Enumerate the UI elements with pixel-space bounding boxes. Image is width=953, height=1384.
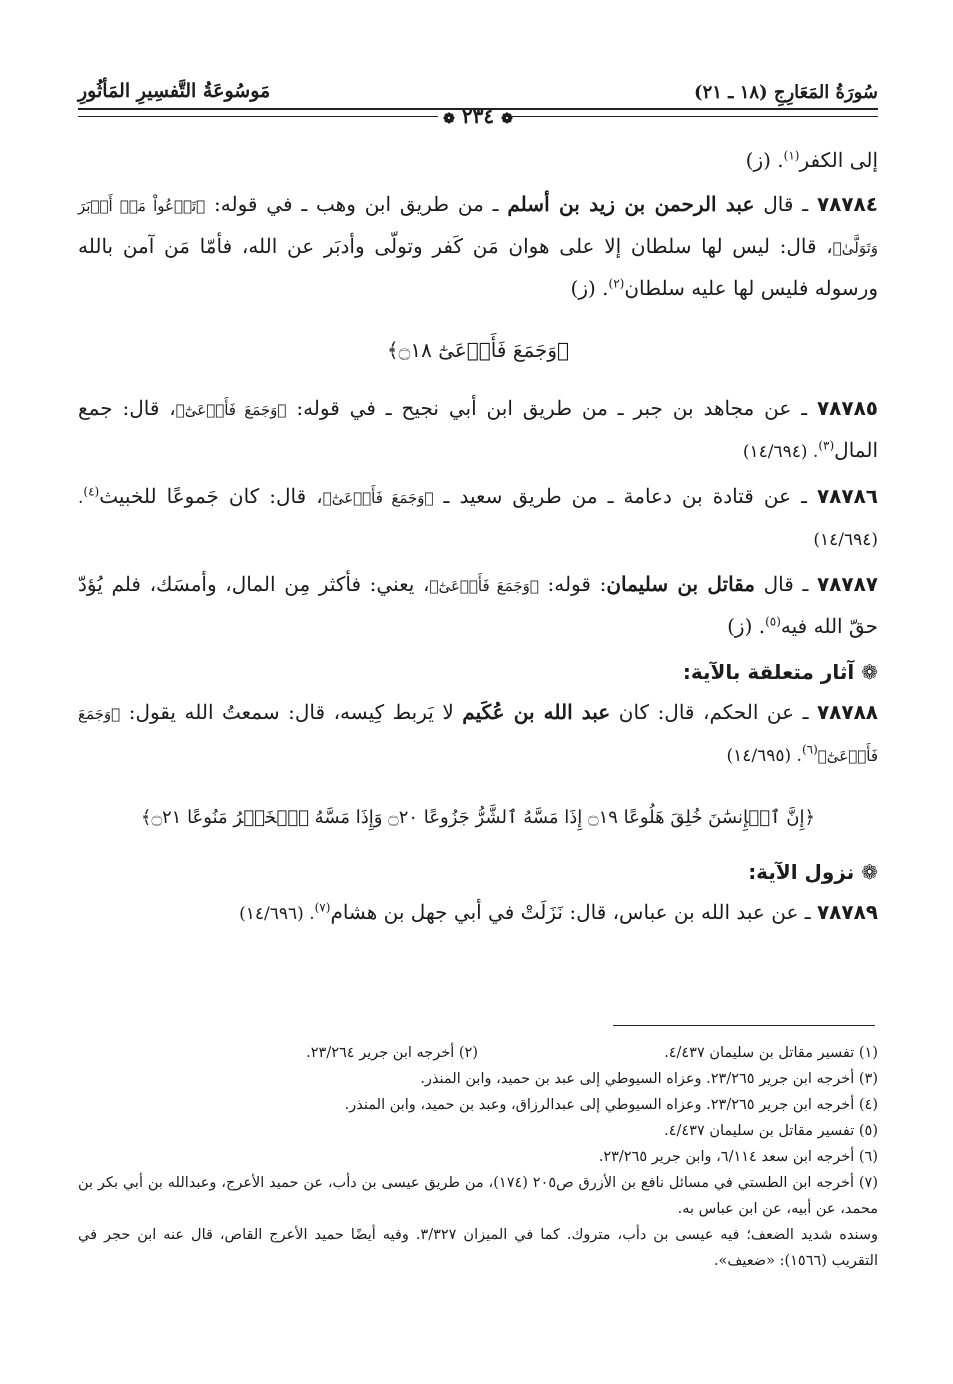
footnote-ref[interactable]: (٤) xyxy=(83,484,100,499)
ornament-icon: ❁ xyxy=(501,111,513,127)
volume-page-ref: . (١٤/٦٩٦) xyxy=(239,904,315,924)
narration-78784 xyxy=(78,184,878,308)
footnote-7: (٧) أخرجه ابن الطستي في مسائل نافع بن الأزرق ص٢٠٥ (١٧٤)، من طريق عيسى بن دأب، عن حميد الأعرج، وعبدالله بن أبي بكر بن محمد، عن أبيه، عن ابن عباس به. xyxy=(78,1175,878,1217)
footnotes xyxy=(78,1040,878,1274)
footnote-ref[interactable]: (٧) xyxy=(314,900,331,915)
book-title: مَوسُوعَةُ التَّفسِيرِ المَأثُورِ xyxy=(78,80,271,102)
footnote-1: (١) تفسير مقاتل بن سليمان ٤/٤٣٧. xyxy=(664,1045,878,1061)
footnote-7-continued: وسنده شديد الضعف؛ فيه عيسى بن دأب، متروك. كما في الميزان ٣/٣٢٧. وفيه أيضًا حميد الأعرج القاص، قال عنه ابن حجر في التقريب (١٥٦٦): «ضعيف». xyxy=(78,1227,878,1269)
source-mark: . (ز) xyxy=(570,276,609,300)
volume-page-ref: . (١٤/٦٩٥) xyxy=(726,746,802,766)
volume-page-ref: . (١٤/٦٩٤) xyxy=(742,442,819,462)
page-number-row xyxy=(78,104,878,128)
text: ، قال: جمع المال xyxy=(78,396,878,462)
footnote-ref[interactable]: (٢) xyxy=(608,276,625,291)
text: ، يعني: فأكثر مِن المال، وأمسَك، فلم يُؤدّ حقّ الله فيه xyxy=(78,572,878,638)
quran-quote: ﴿وَجَمَعَ فَأَوۡعَىٰٓ﴾ xyxy=(78,705,878,765)
source-mark: . (ز) xyxy=(727,614,766,638)
text: ـ عن الحكم، قال: كان xyxy=(610,700,817,724)
surah-header: سُورَةُ المَعَارِجِ (١٨ ـ ٢١) xyxy=(694,82,878,103)
narration-number: ٧٨٧٨٥ xyxy=(816,396,879,420)
narrator-name: مقاتل بن سليمان xyxy=(606,572,755,596)
footnote-ref[interactable]: (٦) xyxy=(801,742,818,757)
footnote-separator xyxy=(613,1025,875,1026)
narration-number: ٧٨٧٨٦ xyxy=(816,484,879,508)
page-number-text: ٢٣٤ xyxy=(461,104,495,128)
volume-page-ref: . (١٤/٦٩٤) xyxy=(78,488,878,550)
text: ـ عن قتادة بن دعامة ـ من طريق سعيد ـ xyxy=(433,484,817,508)
section-heading-revelation: ❁ نزول الآية: xyxy=(748,860,878,884)
narration-number: ٧٨٧٨٤ xyxy=(816,192,878,216)
narration-78789 xyxy=(78,892,878,934)
main-text xyxy=(78,140,878,938)
quran-quote: ﴿وَجَمَعَ فَأَوۡعَىٰٓ﴾ xyxy=(429,577,539,595)
footnote-ref[interactable]: (٣) xyxy=(818,438,835,453)
narration-number: ٧٨٧٨٨ xyxy=(816,700,879,724)
verse-heading-18: ﴿وَجَمَعَ فَأَوۡعَىٰٓ ۝١٨﴾ xyxy=(386,338,570,362)
narration-78786 xyxy=(78,476,878,560)
paragraph-continuation xyxy=(78,140,878,180)
footnote-4: (٤) أخرجه ابن جرير ٢٣/٢٦٥. وعزاه السيوطي إلى عبدالرزاق، وعبد بن حميد، وابن المنذر. xyxy=(344,1097,878,1113)
text: ـ قال xyxy=(755,572,817,596)
footnote-row xyxy=(78,1040,878,1066)
quran-quote: ﴿وَجَمَعَ فَأَوۡعَىٰٓ﴾ xyxy=(322,489,434,507)
page-number xyxy=(443,104,513,128)
text: ـ عن عبد الله بن عباس، قال: نَزَلَتْ في أبي جهل بن هشام xyxy=(330,900,817,924)
footnote-6: (٦) أخرجه ابن سعد ٦/١١٤، وابن جرير ٢٣/٢٦٥. xyxy=(598,1149,878,1165)
header-rule-right xyxy=(503,116,878,117)
text: ـ من طريق ابن وهب ـ في قوله: xyxy=(205,192,508,216)
narration-78787 xyxy=(78,564,878,646)
narration-number: ٧٨٧٨٧ xyxy=(816,572,879,596)
narration-78788 xyxy=(78,692,878,776)
ornament-icon: ❁ xyxy=(443,111,455,127)
quran-quote: ﴿تَدۡعُواْ مَنۡ أَدۡبَرَ وَتَوَلَّىٰ﴾ xyxy=(78,197,878,257)
quran-quote: ﴿وَجَمَعَ فَأَوۡعَىٰٓ﴾ xyxy=(175,401,287,419)
verse-heading-19-21: ﴿إِنَّ ٱلۡإِنسَٰنَ خُلِقَ هَلُوعًا ۝١٩ إِذَا مَسَّهُ ٱلشَّرُّ جَزُوعًا ۝٢٠ وَإِذَا مَسَّهُ ٱلۡخَيۡرُ مَنُوعًا ۝٢١﴾ xyxy=(140,807,816,828)
narration-number: ٧٨٧٨٩ xyxy=(816,900,878,924)
section-heading-related: ❁ آثار متعلقة بالآية: xyxy=(682,660,878,684)
footnote-ref[interactable]: (١) xyxy=(783,148,800,163)
text: ، قال: كان جَموعًا للخبيث xyxy=(99,484,323,508)
text: ـ قال xyxy=(754,192,817,216)
footnote-ref[interactable]: (٥) xyxy=(765,614,781,629)
footnote-5: (٥) تفسير مقاتل بن سليمان ٤/٤٣٧. xyxy=(664,1123,878,1139)
footnote-2: (٢) أخرجه ابن جرير ٢٣/٢٦٤. xyxy=(306,1045,478,1061)
text: لا يَربط كِيسه، قال: سمعتُ الله يقول: xyxy=(120,700,463,724)
source-mark: . (ز) xyxy=(745,148,784,172)
text: إلى الكفر xyxy=(799,148,878,172)
footnote-3: (٣) أخرجه ابن جرير ٢٣/٢٦٥. وعزاه السيوطي إلى عبد بن حميد، وابن المنذر. xyxy=(420,1071,878,1087)
narrator-name: عبد الله بن عُكَيم xyxy=(462,700,611,724)
text: ، قال: ليس لها سلطان إلا على هوان مَن كَفر وتولّى وأدبَر عن الله، فأمّا مَن آمن بالله ورسوله فليس لها عليه سلطان xyxy=(78,234,878,300)
text: : قوله: xyxy=(538,572,607,596)
header-rule-left xyxy=(78,116,438,117)
narration-78785 xyxy=(78,388,878,472)
text: ـ عن مجاهد بن جبر ـ من طريق ابن أبي نجيح ـ في قوله: xyxy=(286,396,817,420)
narrator-name: عبد الرحمن بن زيد بن أسلم xyxy=(507,192,755,216)
